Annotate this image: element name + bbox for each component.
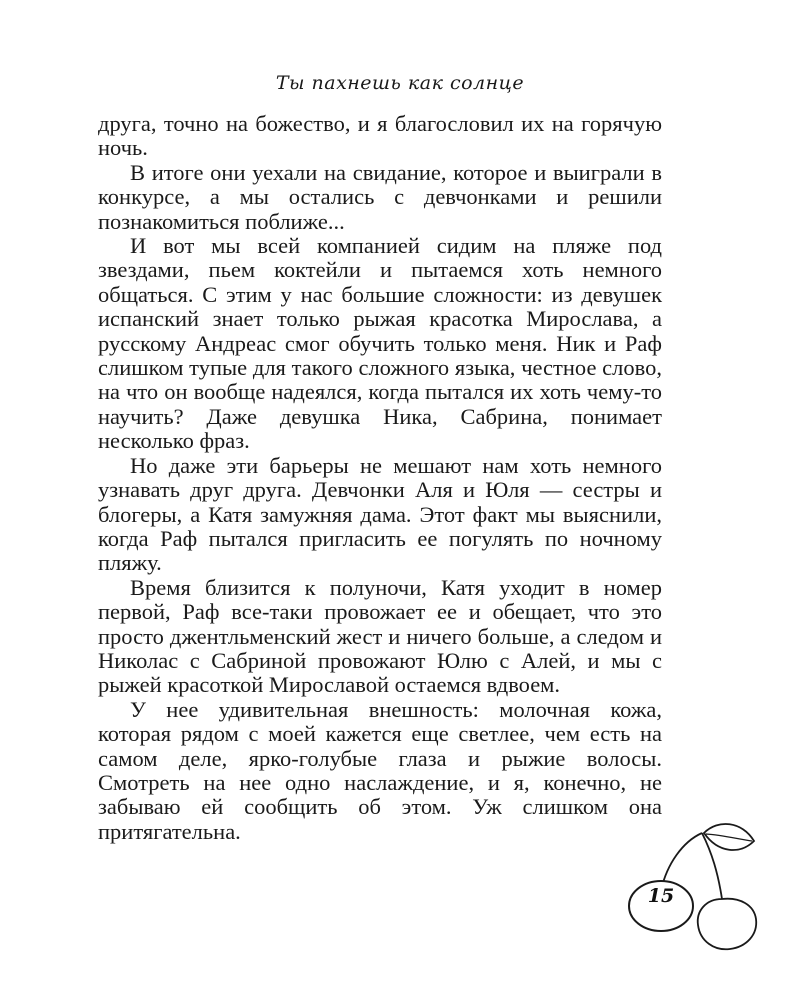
paragraph-4: Но даже эти барьеры не мешают нам хоть немного узнавать друг друга. Девчонки Аля и Юля — сестры и блогеры, а Катя замужняя дама. Этот факт мы выяснили, когда Раф пытался пригласить ее погулять по ночному пляжу. [98, 452, 662, 576]
page-number: 15 [647, 885, 675, 907]
cherry-icon [620, 805, 780, 955]
paragraph-1: друга, точно на божество, и я благословил их на горячую ночь. [98, 111, 662, 161]
running-header: Ты пахнешь как солнце [275, 72, 525, 94]
paragraph-5: Время близится к полуночи, Катя уходит в номер первой, Раф все-таки провожает ее и обещает, что это просто джентльменский жест и ничего больше, а следом и Николас с Сабриной провожают Юлю с Алей, и мы с рыжей красоткой Мирославой остаемся вдвоем. [98, 574, 662, 698]
paragraph-2: В итоге они уехали на свидание, которое и выиграли в конкурсе, а мы остались с девчонками и решили познакомиться поближе... [98, 159, 662, 234]
paragraph-6: У нее удивительная внешность: молочная кожа, которая рядом с моей кажется еще светлее, чем есть на самом деле, ярко-голубые глаза и рыжие волосы. Смотреть на нее одно наслаждение, и я, конечно, не забываю ей сообщить об этом. Уж слишком она притягательна. [98, 696, 662, 844]
paragraph-3: И вот мы всей компанией сидим на пляже под звездами, пьем коктейли и пытаемся хоть немного общаться. С этим у нас большие сложности: из девушек испанский знает только рыжая красотка Мирослава, а русскому Андреас смог обучить только меня. Ник и Раф слишком тупые для такого сложного языка, честное слово, на что он вообще надеялся, когда пытался их хоть чему-то научить? Даже девушка Ника, Сабрина, понимает несколько фраз. [98, 233, 662, 454]
page-body-text [98, 112, 662, 844]
